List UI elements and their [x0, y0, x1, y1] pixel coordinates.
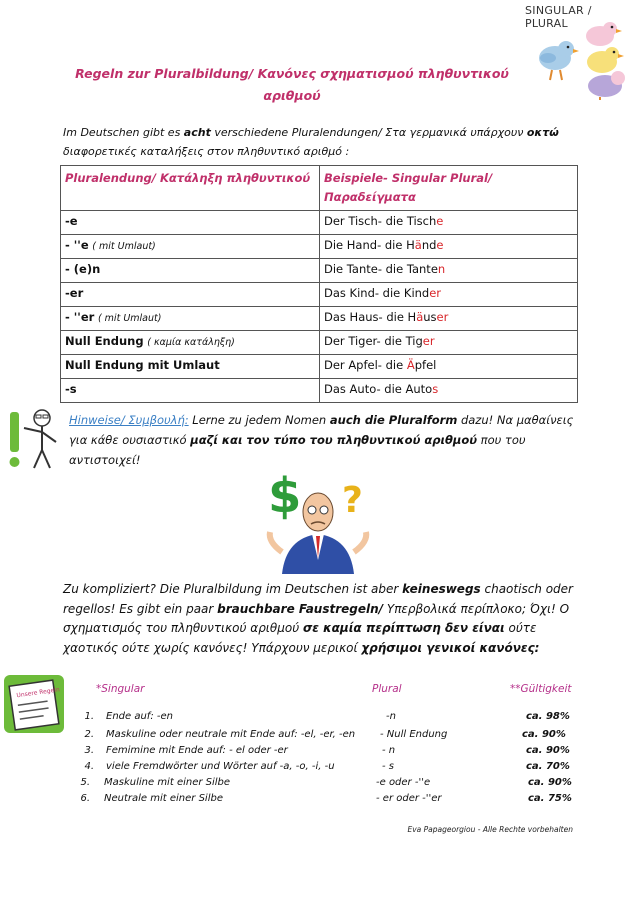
- table-row: - (e)n Die Tante- die Tanten: [61, 259, 578, 283]
- svg-text:?: ?: [342, 480, 363, 521]
- plural-table: [60, 165, 578, 403]
- rule-item: 4. viele Fremdwörter und Wörter auf -a, -o, -i, -u - s ca. 70%: [84, 761, 570, 772]
- hint-text: Hinweise/ Συμβουλή: Lerne zu jedem Nomen auch die Pluralform dazu! Να μαθαίνεις για κάθε ουσιαστικό μαζί και τον τύπο του πληθυντικού αριθμού που του αντιστοιχεί!: [69, 413, 574, 467]
- header-badge: SINGULAR / PLURAL: [525, 4, 592, 30]
- rules-header-singular: *Singular: [96, 683, 145, 695]
- table-header-row: [61, 166, 578, 211]
- table-row: -s Das Auto- die Autos: [61, 379, 578, 403]
- svg-text:Unsere Regeln: Unsere Regeln: [16, 686, 61, 700]
- hint-label: Hinweise/ Συμβουλή:: [69, 413, 189, 427]
- rule-item: 2. Maskuline oder neutrale mit Ende auf: -el, -er, -en - Null Endung ca. 90%: [84, 729, 566, 740]
- intro-text: Im Deutschen gibt es acht verschiedene Pluralendungen/ Στα γερμανικά υπάρχουν οκτώ διαφορετικές καταλήξεις στον πληθυντικό αριθμό :: [63, 126, 559, 158]
- rule-item: 1. Ende auf: -en -n ca. 98%: [84, 711, 570, 722]
- table-row: - ''er ( mit Umlaut) Das Haus- die Häuser: [61, 307, 578, 331]
- birds-illustration: [530, 18, 635, 100]
- copyright-footer: Eva Papageorgiou - Alle Rechte vorbehalten: [407, 825, 573, 834]
- confused-man-clipart: [262, 460, 374, 574]
- rules-header-plural: Plural: [372, 683, 402, 695]
- rules-header-validity: **Gültigkeit: [510, 683, 572, 695]
- table-header-examples: Beispiele- Singular Plural/ Παραδείγματα: [320, 166, 578, 211]
- page-title: Regeln zur Pluralbildung/ Κανόνες σχηματισμού πληθυντικού αριθμού: [75, 66, 509, 103]
- rule-item: 6. Neutrale mit einer Silbe - er oder -''er ca. 75%: [80, 793, 572, 804]
- svg-text:$: $: [268, 468, 302, 524]
- table-header-ending: Pluralendung/ Κατάληξη πληθυντικού: [61, 166, 320, 211]
- table-row: Null Endung ( καμία κατάληξη) Der Tiger- die Tiger: [61, 331, 578, 355]
- table-row: -er Das Kind- die Kinder: [61, 283, 578, 307]
- table-row: Null Endung mit Umlaut Der Apfel- die Äpfel: [61, 355, 578, 379]
- table-row: -e Der Tisch- die Tische: [61, 211, 578, 235]
- rule-item: 5. Maskuline mit einer Silbe -e oder -''e ca. 90%: [80, 777, 572, 788]
- exclamation-figure-icon: [4, 406, 62, 470]
- explanation-paragraph: Zu kompliziert? Die Pluralbildung im Deutschen ist aber keineswegs chaotisch oder regellos! Es gibt ein paar brauchbare Faustregeln/ Υπερβολικά περίπλοκο; Όχι! Ο σχηματισμός του πληθυντικού αριθμού σε καμία περίπτωση δεν είναι ούτε χαοτικός ούτε χωρίς κανόνες! Υπάρχουν μερικοί χρήσιμοι γενικοί κανόνες:: [63, 582, 573, 655]
- rule-item: 3. Femimine mit Ende auf: - el oder -er - n ca. 90%: [84, 745, 570, 756]
- table-row: - ''e ( mit Umlaut) Die Hand- die Hände: [61, 235, 578, 259]
